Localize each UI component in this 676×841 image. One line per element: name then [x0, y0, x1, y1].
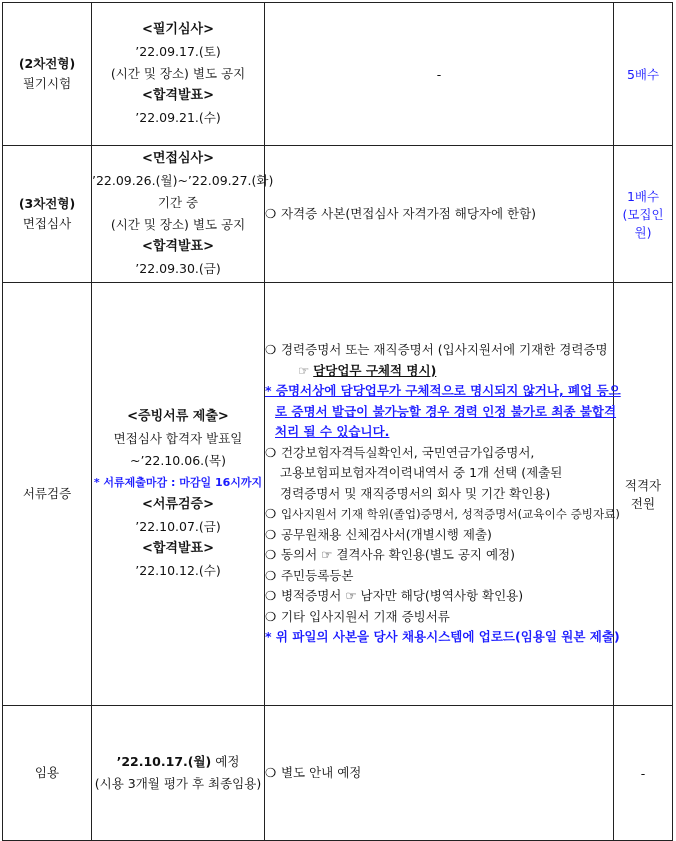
stage-label: (2차전형)	[18, 56, 76, 71]
quota-value: 5배수	[626, 67, 660, 82]
schedule-text: (시간 및 장소) 별도 공지	[110, 66, 246, 81]
stage-label: (3차전형)	[18, 196, 76, 211]
schedule-cell	[92, 146, 274, 283]
document-item: ❍ 주민등록등본	[265, 566, 613, 587]
quota-cell	[614, 146, 673, 283]
stage-name: 필기시험	[22, 76, 72, 91]
documents-dash: -	[436, 66, 442, 82]
stage-cell	[3, 146, 92, 283]
table-row	[3, 146, 673, 283]
document-item: ❍ 공무원채용 신체검사서(개별시행 제출)	[265, 525, 613, 546]
circle-bullet-icon: ❍	[265, 608, 277, 624]
circle-bullet-icon: ❍	[265, 588, 277, 604]
schedule-date: ’22.10.17.(월)	[116, 754, 212, 769]
document-item-continuation: 경력증명서 및 재직증명서의 회사 및 기간 확인용)	[280, 485, 551, 501]
quota-cell	[614, 283, 673, 706]
document-item-continuation: 고용보험피보험자격이력내역서 중 1개 선택 (제출된	[280, 465, 563, 481]
quota-note: 전원	[630, 496, 656, 511]
circle-bullet-icon: ❍	[265, 547, 277, 563]
stage-cell	[3, 706, 92, 841]
document-item: ❍ 건강보험자격득실확인서, 국민연금가입증명서,	[265, 443, 613, 464]
schedule-heading: <합격발표>	[141, 88, 215, 103]
schedule-date-line	[92, 751, 264, 773]
circle-bullet-icon: ❍	[265, 506, 277, 522]
documents-cell	[265, 706, 614, 841]
documents-cell	[265, 283, 621, 706]
documents-cell	[265, 3, 614, 146]
schedule-date-suffix: 예정	[211, 754, 240, 769]
schedule-date: ’22.09.21.(수)	[135, 110, 221, 125]
document-item-continuation: ☞ 담당업무 구체적 명시)	[298, 362, 437, 378]
document-item: ❍ 경력증명서 또는 재직증명서 (입사지원서에 기재한 경력증명	[265, 340, 613, 361]
quota-value: 1배수	[626, 189, 660, 204]
stage-name: 임용	[34, 765, 60, 780]
schedule-heading: <면접심사>	[141, 151, 215, 166]
schedule-cell	[92, 3, 265, 146]
table-row	[3, 706, 673, 841]
schedule-text: 기간 중	[157, 195, 199, 210]
quota-value: -	[640, 765, 646, 781]
quota-value: 적격자	[624, 478, 662, 493]
schedule-date: ’22.10.12.(수)	[135, 563, 221, 578]
schedule-heading: <필기심사>	[141, 22, 215, 37]
document-item: ❍ 자격증 사본(면접심사 자격가점 해당자에 한함)	[265, 204, 613, 225]
warning-note: 로 증명서 발급이 불가능할 경우 경력 인정 불가로 최종 불합격	[275, 403, 617, 419]
schedule-text: (시용 3개월 평가 후 최종임용)	[94, 776, 262, 791]
quota-cell	[614, 706, 673, 841]
table-row	[3, 283, 673, 706]
schedule-date: ’22.10.07.(금)	[135, 519, 221, 534]
schedule-heading: <합격발표>	[141, 541, 215, 556]
document-item: ❍ 입사지원서 기재 학위(졸업)증명서, 성적증명서(교육이수 증빙자료)	[265, 504, 613, 525]
circle-bullet-icon: ❍	[265, 567, 277, 583]
circle-bullet-icon: ❍	[265, 764, 277, 780]
circle-bullet-icon: ❍	[265, 342, 277, 358]
upload-note: * 위 파일의 사본을 당사 채용시스템에 업로드(임용일 원본 제출)	[265, 629, 620, 645]
deadline-note: * 서류제출마감 : 마감일 16시까지	[93, 476, 263, 489]
schedule-heading: <서류검증>	[141, 497, 215, 512]
stage-name: 서류검증	[22, 486, 72, 501]
document-item: ❍ 별도 안내 예정	[265, 763, 613, 784]
circle-bullet-icon: ❍	[265, 444, 277, 460]
warning-note: 처리 될 수 있습니다.	[275, 424, 390, 440]
schedule-cell	[92, 283, 265, 706]
document-item: ❍ 동의서 ☞ 결격사유 확인용(별도 공지 예정)	[265, 545, 613, 566]
stage-cell	[3, 3, 92, 146]
document-item: ❍ 기타 입사지원서 기재 증빙서류	[265, 607, 613, 628]
schedule-text: (시간 및 장소) 별도 공지	[110, 217, 246, 232]
schedule-heading: <증빙서류 제출>	[127, 409, 229, 424]
recruitment-schedule-table	[2, 2, 673, 841]
table-row	[3, 3, 673, 146]
documents-cell	[265, 146, 614, 283]
schedule-date: ’22.09.26.(월)~’22.09.27.(화)	[92, 173, 274, 188]
stage-name: 면접심사	[22, 216, 72, 231]
circle-bullet-icon: ❍	[265, 526, 277, 542]
schedule-text: 면접심사 합격자 발표일	[113, 431, 243, 446]
schedule-date: ~’22.10.06.(목)	[130, 453, 226, 468]
quota-cell	[614, 3, 673, 146]
schedule-heading: <합격발표>	[141, 239, 215, 254]
circle-bullet-icon: ❍	[265, 205, 277, 221]
pointing-hand-icon: ☞	[298, 362, 310, 378]
warning-note: * 증명서상에 담당업무가 구체적으로 명시되지 않거나, 폐업 등으	[265, 383, 621, 399]
schedule-date: ’22.09.17.(토)	[135, 44, 221, 59]
schedule-date: ’22.09.30.(금)	[135, 261, 221, 276]
document-item: ❍ 병적증명서 ☞ 남자만 해당(병역사항 확인용)	[265, 586, 613, 607]
stage-cell	[3, 283, 92, 706]
schedule-cell	[92, 706, 265, 841]
quota-note: (모집인원)	[622, 207, 664, 240]
